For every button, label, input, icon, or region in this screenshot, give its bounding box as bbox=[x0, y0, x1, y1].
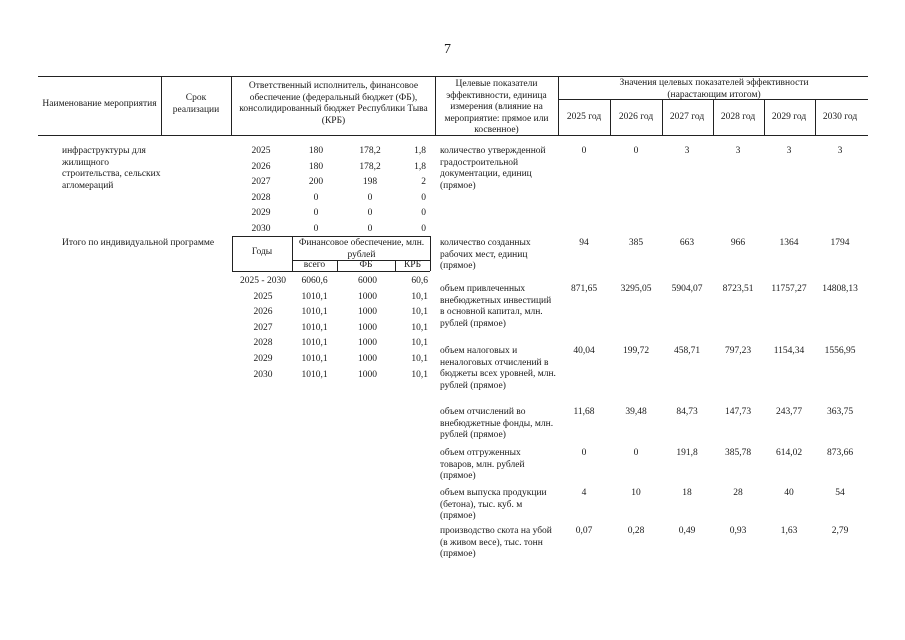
fin-year: 2026 bbox=[253, 307, 273, 318]
indicator-value: 2,79 bbox=[831, 526, 849, 536]
fin-year: 2028 bbox=[251, 192, 271, 203]
indicator-value: 363,75 bbox=[826, 407, 854, 417]
fin-krb: 0 bbox=[421, 224, 426, 234]
fin-fb: 1000 bbox=[358, 369, 377, 380]
fin-table-border bbox=[430, 236, 431, 271]
indicator-label: объем отгруженных товаров, млн. рублей (прямое) bbox=[440, 448, 525, 481]
indicator-value: 458,71 bbox=[673, 346, 701, 356]
header-targets: Целевые показатели эффективности, единица измерения (влияние на мероприятие: прямое или косвенное) bbox=[444, 79, 549, 135]
indicator-value: 663 bbox=[679, 238, 695, 248]
indicator-value: 0,93 bbox=[729, 526, 747, 536]
header-divider bbox=[435, 76, 436, 135]
fin-year: 2028 bbox=[253, 338, 273, 349]
fin-krb: 2 bbox=[421, 177, 426, 188]
indicator-value: 966 bbox=[730, 238, 746, 248]
indicator-value: 0 bbox=[581, 146, 587, 156]
indicator-value: 614,02 bbox=[775, 448, 803, 458]
indicator-label: объем выпуска продукции (бетона), тыс. куб. м (прямое) bbox=[440, 488, 547, 521]
indicator-value: 243,77 bbox=[775, 407, 803, 417]
fin-krb: 10,1 bbox=[411, 291, 428, 302]
fin-krb: 10,1 bbox=[411, 307, 428, 318]
indicator-value: 385 bbox=[628, 238, 644, 248]
fin-fb: 1000 bbox=[358, 338, 377, 349]
fin-krb: 10,1 bbox=[411, 369, 428, 380]
indicator-value: 94 bbox=[579, 238, 589, 248]
fin-fb: 198 bbox=[362, 177, 378, 188]
year-header: 2026 год bbox=[618, 112, 654, 122]
fin-krb: 10,1 bbox=[411, 354, 428, 364]
fin-year: 2030 bbox=[251, 224, 271, 234]
indicator-value: 14808,13 bbox=[822, 284, 858, 294]
indicator-value: 3295,05 bbox=[620, 284, 652, 294]
fin-total: 1010,1 bbox=[301, 307, 328, 318]
indicator-value: 18 bbox=[682, 488, 692, 498]
fin-year: 2025 bbox=[253, 291, 273, 302]
fin-krb: 10,1 bbox=[411, 338, 428, 349]
header-name: Наименование мероприятия bbox=[42, 99, 157, 109]
fin-total: 0 bbox=[313, 224, 319, 234]
indicator-value: 0 bbox=[633, 448, 639, 458]
fin-total: 180 bbox=[308, 161, 324, 172]
year-header: 2027 год bbox=[669, 112, 705, 122]
indicator-value: 1,63 bbox=[780, 526, 798, 536]
indicator-label: объем отчислений во внебюджетные фонды, млн. рублей (прямое) bbox=[440, 407, 554, 440]
fin-total: 1010,1 bbox=[301, 354, 328, 364]
indicator-value: 3 bbox=[684, 146, 690, 156]
fin-krb: 0 bbox=[421, 192, 426, 203]
indicator-value: 11,68 bbox=[573, 407, 595, 417]
indicator-value: 40 bbox=[784, 488, 794, 498]
fin-total: 1010,1 bbox=[301, 291, 328, 302]
header-divider bbox=[231, 76, 232, 135]
indicator-value: 0,07 bbox=[575, 526, 593, 536]
indicator-value: 5904,07 bbox=[671, 284, 703, 294]
fin-fb: 0 bbox=[367, 224, 373, 234]
fin-year: 2030 bbox=[253, 369, 273, 380]
fin-total: 1010,1 bbox=[301, 369, 328, 380]
header-divider bbox=[161, 76, 162, 135]
fin-fb: 6000 bbox=[358, 276, 377, 286]
fin-krb: 10,1 bbox=[411, 322, 428, 333]
fin-fb: 178,2 bbox=[359, 146, 381, 156]
fin-fb: 0 bbox=[367, 208, 373, 219]
fin-fb: 178,2 bbox=[359, 161, 381, 172]
indicator-value: 39,48 bbox=[625, 407, 647, 417]
indicator-value: 0,49 bbox=[678, 526, 696, 536]
fin-total: 0 bbox=[313, 208, 319, 219]
indicator-value: 797,23 bbox=[724, 346, 752, 356]
indicator-label: объем налоговых и неналоговых отчислений в бюджеты всех уровней, млн. рублей (прямое) bbox=[440, 346, 556, 391]
fin-year: 2025 - 2030 bbox=[240, 276, 286, 286]
fin-year: 2025 bbox=[251, 146, 271, 156]
fin-year: 2026 bbox=[251, 161, 271, 172]
event-indicator: количество утвержденной градостроительной документации, единиц (прямое) bbox=[440, 146, 546, 191]
indicator-value: 385,78 bbox=[724, 448, 752, 458]
header-responsible: Ответственный исполнитель, финансовое обеспечение (федеральный бюджет (ФБ), консолидированный бюджет Республики Тыва (КРБ) bbox=[239, 81, 428, 126]
fin-total-header: всего bbox=[303, 260, 326, 270]
indicator-value: 54 bbox=[835, 488, 845, 498]
indicator-value: 147,73 bbox=[724, 407, 752, 417]
fin-krb: 1,8 bbox=[414, 146, 426, 156]
indicator-value: 871,65 bbox=[570, 284, 598, 294]
fin-fb-header: ФБ bbox=[359, 260, 373, 270]
fin-year: 2027 bbox=[253, 322, 273, 333]
indicator-value: 3 bbox=[735, 146, 741, 156]
header-divider bbox=[558, 76, 559, 135]
year-header: 2028 год bbox=[720, 112, 756, 122]
fin-fb: 1000 bbox=[358, 291, 377, 302]
indicator-value: 84,73 bbox=[676, 407, 698, 417]
fin-krb: 60,6 bbox=[411, 276, 428, 286]
indicator-value: 199,72 bbox=[622, 346, 650, 356]
fin-fb: 0 bbox=[367, 192, 373, 203]
indicator-value: 3 bbox=[837, 146, 843, 156]
fin-krb-header: КРБ bbox=[403, 260, 422, 270]
fin-total: 1010,1 bbox=[301, 322, 328, 333]
indicator-value: 0 bbox=[581, 448, 587, 458]
indicator-value: 1556,95 bbox=[824, 346, 856, 356]
total-title: Итого по индивидуальной программе bbox=[62, 238, 215, 248]
fin-total: 180 bbox=[308, 146, 324, 156]
indicator-value: 191,8 bbox=[676, 448, 698, 458]
fin-year: 2029 bbox=[251, 208, 271, 219]
indicator-value: 28 bbox=[733, 488, 743, 498]
header-values: Значения целевых показателей эффективности (нарастающим итогом) bbox=[619, 78, 809, 100]
fin-krb: 1,8 bbox=[414, 161, 426, 172]
table-top-border bbox=[38, 76, 868, 77]
year-header: 2030 год bbox=[822, 112, 858, 122]
header-term: Срок реализации bbox=[172, 93, 220, 115]
indicator-value: 10 bbox=[631, 488, 641, 498]
fin-year: 2029 bbox=[253, 354, 273, 364]
fin-total: 6060,6 bbox=[301, 276, 328, 286]
fin-total: 0 bbox=[313, 192, 319, 203]
event-name: инфраструктуры для жилищного строительства, сельских агломераций bbox=[62, 146, 161, 191]
fin-fb: 1000 bbox=[358, 354, 377, 364]
year-header: 2025 год bbox=[566, 112, 602, 122]
fin-years-header: Годы bbox=[251, 247, 273, 257]
indicator-value: 4 bbox=[581, 488, 587, 498]
indicator-value: 40,04 bbox=[573, 346, 595, 356]
indicator-value: 1154,34 bbox=[773, 346, 805, 356]
indicator-value: 1364 bbox=[779, 238, 799, 248]
indicator-label: количество созданных рабочих мест, единиц (прямое) bbox=[440, 238, 531, 271]
fin-fb: 1000 bbox=[358, 322, 377, 333]
year-header: 2029 год bbox=[771, 112, 807, 122]
indicator-value: 1794 bbox=[830, 238, 850, 248]
fin-title-header: Финансовое обеспечение, млн. рублей bbox=[298, 238, 425, 260]
fin-total: 200 bbox=[308, 177, 324, 188]
fin-total: 1010,1 bbox=[301, 338, 328, 349]
fin-year: 2027 bbox=[251, 177, 271, 188]
indicator-value: 873,66 bbox=[826, 448, 854, 458]
indicator-label: объем привлеченных внебюджетных инвестиций в основной капитал, млн. рублей (прямое) bbox=[440, 284, 552, 329]
indicator-value: 0 bbox=[633, 146, 639, 156]
fin-fb: 1000 bbox=[358, 307, 377, 318]
indicator-label: производство скота на убой (в живом весе), тыс. тонн (прямое) bbox=[440, 526, 552, 559]
page-number: 7 bbox=[444, 42, 451, 57]
fin-krb: 0 bbox=[421, 208, 426, 219]
indicator-value: 0,28 bbox=[627, 526, 645, 536]
indicator-value: 3 bbox=[786, 146, 792, 156]
fin-table-border bbox=[232, 236, 430, 237]
indicator-value: 11757,27 bbox=[771, 284, 807, 294]
indicator-value: 8723,51 bbox=[722, 284, 754, 294]
